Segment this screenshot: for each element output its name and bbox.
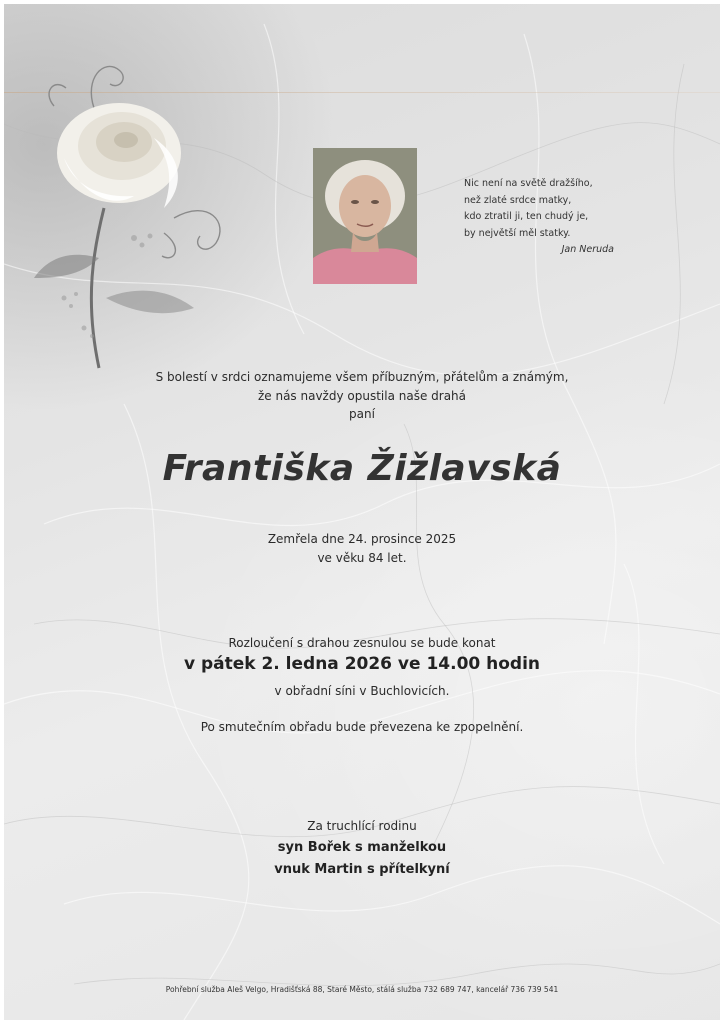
deceased-name: Františka Žižlavská <box>162 448 562 489</box>
quote-author: Jan Neruda <box>561 244 614 255</box>
quote-line: kdo ztratil ji, ten chudý je, <box>464 211 589 222</box>
intro-line: S bolestí v srdci oznamujeme všem příbuzným, přátelům a známým, <box>155 370 569 384</box>
cremation-note: Po smutečním obřadu bude převezena ke zpopelnění. <box>200 720 524 734</box>
family-member: syn Bořek s manželkou <box>277 840 447 855</box>
obituary-card <box>4 4 720 1020</box>
ceremony-datetime: v pátek 2. ledna 2026 ve 14.00 hodin <box>183 654 541 674</box>
death-info <box>4 530 720 567</box>
ceremony-intro: Rozloučení s drahou zesnulou se bude konat <box>228 636 496 650</box>
death-date: Zemřela dne 24. prosince 2025 <box>267 532 457 546</box>
family-intro: Za truchlící rodinu <box>307 819 417 833</box>
deceased-photo <box>313 148 417 284</box>
white-rose-icon <box>24 48 244 378</box>
ceremony-place: v obřadní síni v Buchlovicích. <box>274 684 450 698</box>
quote-line: Nic není na světě dražšího, <box>464 178 593 189</box>
announcement-intro <box>4 368 720 424</box>
quote-line: než zlaté srdce matky, <box>464 194 572 206</box>
quote-block <box>464 176 624 259</box>
funeral-service-footer: Pohřební služba Aleš Velgo, Hradišťská 88, Staré Město, stálá služba 732 689 747, kancelář 736 739 541 <box>165 985 559 994</box>
intro-line: paní <box>349 407 375 421</box>
family-member: vnuk Martin s přítelkyní <box>274 862 450 877</box>
intro-line: že nás navždy opustila naše drahá <box>257 388 467 403</box>
death-age: ve věku 84 let. <box>317 550 407 565</box>
quote-line: by největší měl statky. <box>464 227 571 239</box>
